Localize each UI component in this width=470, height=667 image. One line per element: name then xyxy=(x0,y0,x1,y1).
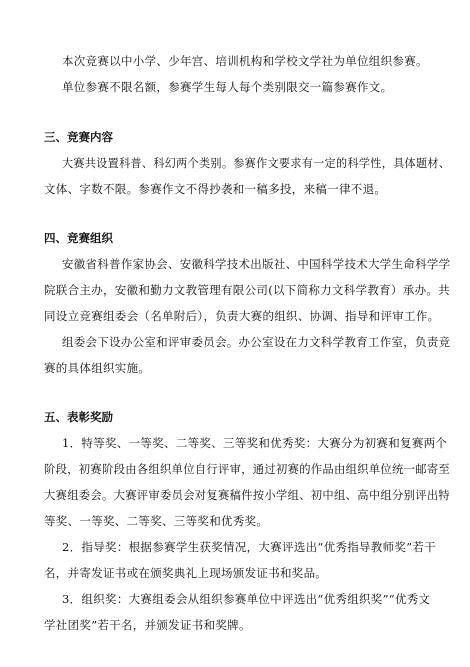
section-4-heading: 四、竞赛组织 xyxy=(44,231,113,245)
section-4-paragraph-1-line-1: 安徽省科普作家协会、安徽科学技术出版社、中国科学技术大学生命科学学 xyxy=(62,257,451,271)
section-5-heading: 五、表彰奖励 xyxy=(44,410,113,424)
section-5-paragraph-3-line-2: 学社团奖”若干名，并颁发证书和奖牌。 xyxy=(44,618,251,632)
intro-line-2: 单位参赛不限名额，参赛学生每人每个类别限交一篇参赛作文。 xyxy=(62,80,393,94)
section-4-paragraph-2-line-2: 赛的具体组织实施。 xyxy=(44,361,151,375)
section-5-paragraph-2-line-1: 2．指导奖：根据参赛学生获奖情况，大赛评选出“优秀指导教师奖”若干 xyxy=(62,540,436,554)
section-5-paragraph-3-line-1: 3．组织奖：大赛组委会从组织参赛单位中评选出“优秀组织奖”“优秀文 xyxy=(62,592,431,606)
section-3-heading: 三、竞赛内容 xyxy=(44,130,113,144)
section-3-paragraph-1-line-2: 文体、字数不限。参赛作文不得抄袭和一稿多投，来稿一律不退。 xyxy=(44,182,387,196)
section-5-paragraph-2-line-2: 名，并寄发证书或在颁奖典礼上现场颁发证书和奖品。 xyxy=(44,566,328,580)
section-4-paragraph-1-line-3: 同设立竞赛组委会（名单附后），负责大赛的组织、协调、指导和评审工作。 xyxy=(44,309,440,323)
section-5-paragraph-1-line-2: 阶段，初赛阶段由各组织单位自行评审，通过初赛的作品由组织单位统一邮寄至 xyxy=(44,462,451,476)
section-4-paragraph-2-line-1: 组委会下设办公室和评审委员会。办公室设在力文科学教育工作室，负责竞 xyxy=(62,335,451,349)
intro-line-1: 本次竞赛以中小学、少年宫、培训机构和学校文学社为单位组织参赛。 xyxy=(62,54,428,68)
section-3-paragraph-1-line-1: 大赛共设置科普、科幻两个类别。参赛作文要求有一定的科学性，具体题材、 xyxy=(62,156,451,170)
section-5-paragraph-1-line-3: 大赛组委会。大赛评审委员会对复赛稿件按小学组、初中组、高中组分别评出特 xyxy=(44,488,451,502)
section-5-paragraph-1-line-4: 等奖、一等奖、二等奖、三等奖和优秀奖。 xyxy=(44,514,269,528)
section-5-paragraph-1-line-1: 1．特等奖、一等奖、二等奖、三等奖和优秀奖：大赛分为初赛和复赛两个 xyxy=(62,436,448,450)
section-4-paragraph-1-line-2: 院联合主办，安徽和勤力文教管理有限公司(以下简称力文科学教育）承办。共 xyxy=(44,283,450,297)
